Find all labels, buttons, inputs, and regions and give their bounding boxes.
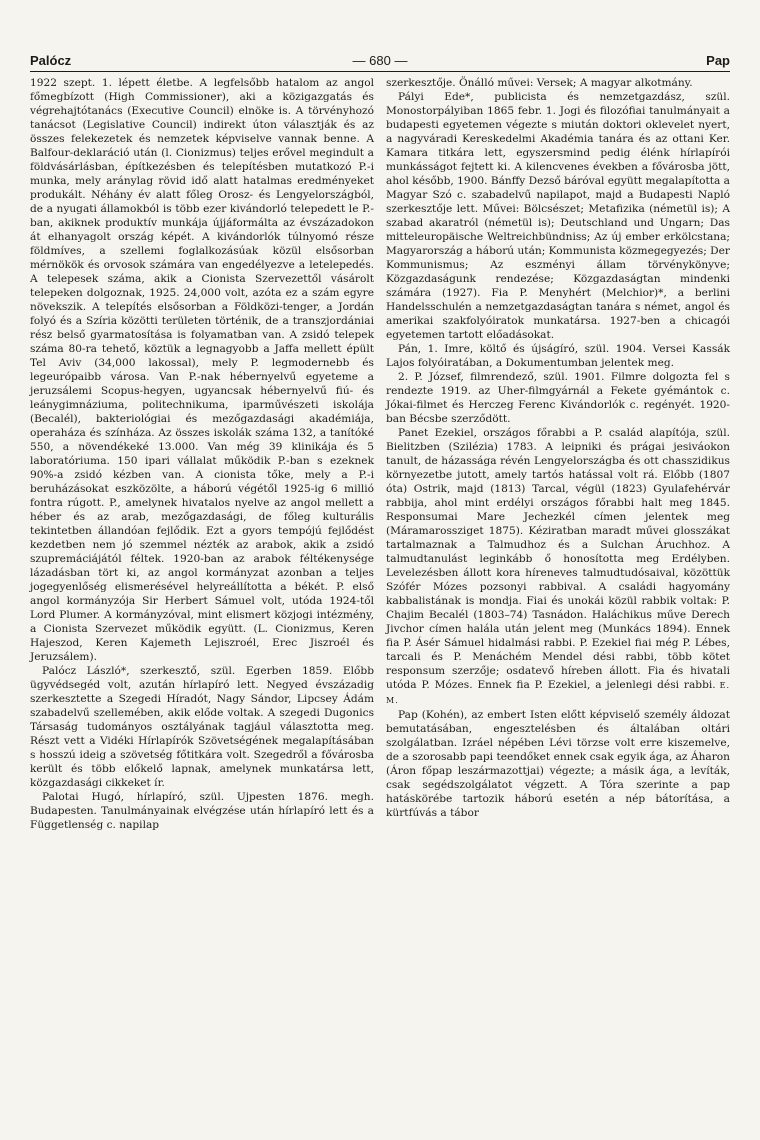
entry-palotai: Palotai Hugó, hírlapíró, szül. Ujpesten 1876. megh. Budapesten. Tanulmányainak elvégzése után hírlapíró lett és a Függetlenség c. napilap (30, 791, 374, 831)
entry-palocz: Palócz László*, szerkesztő, szül. Egerben 1859. Előbb ügyvédsegéd volt, azután hírlapíró lett. Negyed évszázadig szerkesztette a Szegedi Híradót, Nagy Sándor, Lipcsey Ádám szabadelvű szellemében, akik előde voltak. A szegedi Dugonics Társaság tudományos osztályának tagjául választotta meg. Részt vett a Vidéki Hírlapírók Szövetségének megalapításában s hosszú ideig a szövetség főtitkára volt. Szegedről a fővárosba került és több előkelő lapnak, amelynek munkatársa lett, közgazdasági cikkeket ír. (30, 665, 374, 789)
entry-palyi: Pályi Ede*, publicista és nemzetgazdász, szül. Monostorpályiban 1865 febr. 1. Jogi és filozófiai tanulmányait a budapesti egyetemen végezte s miután doktori oklevelet nyert, a nagyváradi Kereskedelmi Akadémia tanára és az ottani Ker. Kamara titkára lett, egyszersmind pedig élénk hírlapírói munkásságot fejtett ki. A kilencvenes években a fővárosba jött, ahol később, 1900. Bánffy Dezső báróval együtt megalapította a Magyar Szó c. szabadelvű napilapot, majd a Budapesti Napló szerkesztője lett. Művei: Bölcsészet; Metafizika (németül is); A szabad akaratról (németül is); Deutschland und Ungarn; Das mitteleuropäische Weltreichbündniss; Az új ember erkölcstana; Magyarország a háború után; Kommunista közmegegyezés; Der Kommunismus; Az eszményi állam törvénykönyve; Közgazdaságunk rendezése; Közgazdaságtan mindenki számára (1927). Fia P. Menyhért (Melchior)*, a berlini Handelsschulén a nemzetgazdaságtan tanára s német, angol és amerikai szakfolyóiratok munkatársa. 1927-ben a chicagói egyetemen tartott előadásokat. (386, 91, 730, 341)
left-column (30, 76, 374, 1132)
entry-palotai-continuation: szerkesztője. Önálló művei: Versek; A magyar alkotmány. (386, 77, 693, 89)
running-header (30, 50, 730, 72)
header-right-catchword: Pap (706, 53, 730, 68)
header-left-catchword: Palócz (30, 53, 72, 68)
entry-panet (386, 426, 730, 708)
entry-pan-1: Pán, 1. Imre, költő és újságíró, szül. 1904. Versei Kassák Lajos folyóiratában, a Dokumentumban jelentek meg. (386, 343, 730, 369)
entry-pan-2: 2. P. József, filmrendező, szül. 1901. Filmre dolgozta fel s rendezte 1919. az Uher-filmgyárnál a Fekete gyémántok c. Jókai-filmet és Herczeg Ferenc Kivándorlók c. regényét. 1920-ban Bécsbe szerződött. (386, 371, 730, 425)
header-rule (30, 71, 730, 72)
page-number: — 680 — (352, 53, 408, 68)
text-columns (30, 76, 730, 1132)
right-column (386, 76, 730, 1132)
author-signature: E. M. (386, 681, 730, 705)
entry-palesztina-continuation: 1922 szept. 1. lépett életbe. A legfelsőbb hatalom az angol főmegbízott (High Commissioner), aki a közigazgatás és végrehajtótanács (Executive Council) elnöke is. A törvényhozó tanácsot (Legislative Council) indirekt úton választják és az összes felekezetek és nemzetek képviselve vannak benne. A Balfour-deklaráció után (l. Cionizmus) teljes erővel megindult a földvásárlásban, építkezésben és telepítésben mutatkozó P.-i munka, mely aránylag rövid idő alatt hatalmas eredményeket produkált. Néhány év alatt főleg Orosz- és Lengyelországból, de a nyugati államokból is több ezer kivándorló telepedett le P.-ban, akiknek produktív munkája újjáformálta az évszázadokon át elhanyagolt ország képét. A kivándorlók túlnyomó része földmíves, a szellemi foglalkozásúak közül elsősorban mérnökök és orvosok számára van engedélyezve a letelepedés. A telepesek száma, akik a Cionista Szervezettől vásárolt telepeken dolgoznak, 1925. 24,000 volt, azóta ez a szám egyre növekszik. A telepítés elsősorban a Földközi-tenger, a Jordán folyó és a Szíria közötti területen történik, de a transzjordániai rész belső gyarmatosítása is folyamatban van. A zsidó telepek száma 80-ra tehető, köztük a legnagyobb a Jaffa mellett épült Tel Aviv (34,000 lakossal), mely P. legmodernebb és legeurópaibb városa. Van P.-nak hébernyelvű egyeteme a jeruzsálemi Scopus-hegyen, ugyancsak hébernyelvű fiú- és leánygimnáziuma, politechnikuma, iparművészeti iskolája (Becalél), bakteriológiai és mezőgazdasági akadémiája, operaháza és színháza. Az összes iskolák száma 132, a tanítóké 550, a növendékeké 13.000. Van még 39 klinikája és 5 laboratóriuma. 150 ipari vállalat működik P.-ban s ezeknek 90%-a zsidó kézben van. A cionista tőke, mely a P.-i beruházásokat eszközölte, a háború végétől 1925-ig 6 millió fontra rúgott. P., amelynek hivatalos nyelve az angol mellett a héber és az arab, mezőgazdasági, de főleg kulturális tekintetben állandóan fejlődik. Ezt a gyors tempójú fejlődést kezdetben nem jó szemmel nézték az arabok, akik a zsidó szupremáciájától féltek. 1920-ban az arabok féltékenysége lázadásban tört ki, az angol kormányzat azonban a teljes jogegyenlőség elismerésével helyreállította a békét. P. első angol kormányzója Sir Herbert Sámuel volt, utóda 1924-től Lord Plumer. A kormányzóval, mint elismert közjogi intézmény, a Cionista Szervezet működik együtt. (L. Cionizmus, Keren Hajeszod, Keren Kajemeth Lejiszroél, Erec Jiszroél és Jeruzsálem). (30, 77, 374, 663)
entry-panet-text: Panet Ezekiel, országos főrabbi a P. család alapítója, szül. Bielitzben (Szilézia) 1783. A leipniki és prágai jesiváokon tanult, de házassága révén Lengyelországba és ott chasszidikus környezetbe jutott, amely tartós hatással volt rá. Előbb (1807 óta) Ostrik, majd (1813) Tarcal, végül (1823) Gyulafehérvár rabbija, ahol mint erdélyi országos főrabbi halt meg 1845. Responsumai Mare Jechezkél címen jelentek meg (Máramarossziget 1875). Kéziratban maradt művei glosszákat tartalmaznak a Talmudhoz és a Sulchan Áruchhoz. A talmudtanulást leginkább ő honosította meg Erdélyben. Levelezésben állott kora híreneves talmudtudósaival, közöttük Szófér Mózes pozsonyi rabbival. A családi hagyomány kabbalistának is mondja. Fiai és unokái közül rabbik voltak: P. Chajim Becalél (1803–74) Tasnádon. Haláchikus műve Derech Jivchor címen halála után jelent meg (Munkács 1894). Ennek fia P. Ásér Sámuel hidalmási rabbi. P. Ezekiel fiai még P. Lébes, tarcali és P. Menáchém Mendel dési rabbi, több kötet responsum szerzője; osdatevő híreben állott. Fia és hivatali utóda P. Mózes. Ennek fia P. Ezekiel, a jelenlegi dési rabbi. (386, 427, 730, 691)
entry-pap: Pap (Kohén), az embert Isten előtt képviselő személy áldozat bemutatásában, engesztelésben és általában oltári szolgálatban. Izráel népében Lévi törzse volt erre kiszemelve, de a szorosabb papi teendőket ennek csak egyik ága, az Áharon (Áron főpap leszármazottjai) végezte; a másik ága, a levíták, csak segédszolgálatot végzett. A Tóra szerinte a pap hatáskörébe tartozik háború esetén a nép bátorítása, a kürtfúvás a tábor (386, 709, 730, 819)
